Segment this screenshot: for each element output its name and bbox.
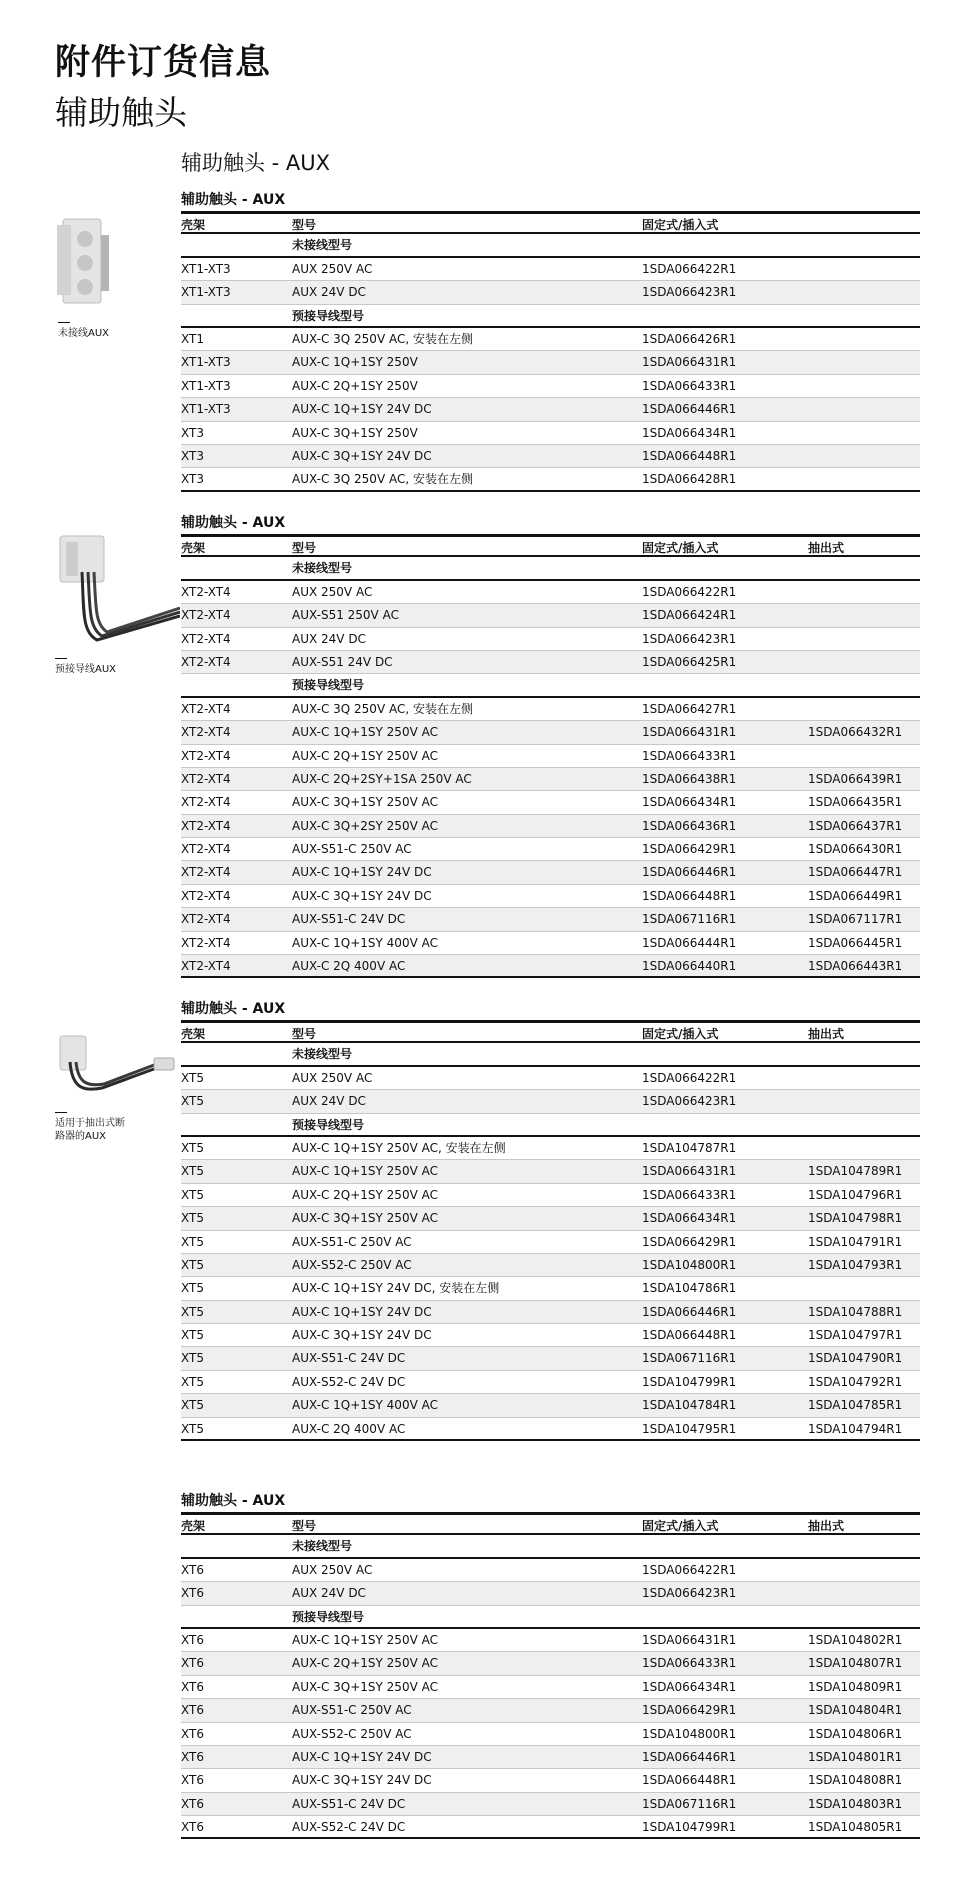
cell-model: AUX-C 3Q 250V AC, 安装在左侧 <box>292 472 473 487</box>
cell-fixed: 1SDA066422R1 <box>642 1562 737 1577</box>
cell-withdrawable: 1SDA066435R1 <box>808 795 903 810</box>
page-subtitle: 辅助触头 <box>55 93 187 132</box>
cell-model: AUX-C 3Q+1SY 24V DC <box>292 1773 432 1788</box>
table-row <box>181 281 920 304</box>
cell-model: AUX-S51 250V AC <box>292 608 399 623</box>
table-subheader-row <box>181 674 920 697</box>
table-subheader-row <box>181 305 920 328</box>
cell-withdrawable: 1SDA066430R1 <box>808 842 903 857</box>
table-row <box>181 258 920 281</box>
table-subheader-row <box>181 557 920 580</box>
figure-caption <box>55 1112 125 1143</box>
cell-fixed: 1SDA067116R1 <box>642 1796 737 1811</box>
cell-frame: XT6 <box>181 1749 204 1764</box>
cell-model: AUX-S51-C 24V DC <box>292 1796 406 1811</box>
cell-frame: XT6 <box>181 1820 204 1835</box>
cell-frame: XT5 <box>181 1257 204 1272</box>
table-row <box>181 1184 920 1207</box>
cell-frame: XT2-XT4 <box>181 608 231 623</box>
cell-withdrawable: 1SDA066449R1 <box>808 888 903 903</box>
cell-model: AUX 250V AC <box>292 261 373 276</box>
header-model: 型号 <box>292 1027 317 1041</box>
cell-withdrawable: 1SDA104793R1 <box>808 1257 903 1272</box>
cell-frame: XT6 <box>181 1632 204 1647</box>
subheader-label: 未接线型号 <box>292 561 353 576</box>
cell-frame: XT1 <box>181 331 204 346</box>
cell-frame: XT6 <box>181 1562 204 1577</box>
cell-model: AUX-S52-C 250V AC <box>292 1257 412 1272</box>
cell-withdrawable: 1SDA066439R1 <box>808 771 903 786</box>
cell-frame: XT5 <box>181 1281 204 1296</box>
cell-fixed: 1SDA066428R1 <box>642 472 737 487</box>
cell-fixed: 1SDA066429R1 <box>642 842 737 857</box>
cell-model: AUX 24V DC <box>292 285 366 300</box>
cell-fixed: 1SDA104786R1 <box>642 1281 737 1296</box>
header-frame: 壳架 <box>181 1027 206 1041</box>
table-row <box>181 885 920 908</box>
cell-model: AUX-S51-C 24V DC <box>292 912 406 927</box>
cell-model: AUX 250V AC <box>292 584 373 599</box>
cell-frame: XT2-XT4 <box>181 818 231 833</box>
cell-frame: XT2-XT4 <box>181 748 231 763</box>
cell-fixed: 1SDA066436R1 <box>642 818 737 833</box>
table-row <box>181 1723 920 1746</box>
table-title: 辅助触头 - AUX <box>181 1493 286 1509</box>
cell-frame: XT2-XT4 <box>181 795 231 810</box>
cell-frame: XT5 <box>181 1351 204 1366</box>
header-model: 型号 <box>292 541 317 555</box>
caption-text: 未接线AUX <box>58 328 110 339</box>
cell-frame: XT2-XT4 <box>181 912 231 927</box>
table-row <box>181 422 920 445</box>
cell-frame: XT5 <box>181 1328 204 1343</box>
header-model: 型号 <box>292 218 317 232</box>
cell-frame: XT2-XT4 <box>181 888 231 903</box>
cell-fixed: 1SDA066429R1 <box>642 1234 737 1249</box>
table-subheader-row <box>181 1535 920 1558</box>
cell-withdrawable: 1SDA104791R1 <box>808 1234 903 1249</box>
subheader-label: 预接导线型号 <box>292 1609 365 1624</box>
cell-model: AUX-S52-C 250V AC <box>292 1726 412 1741</box>
cell-frame: XT6 <box>181 1773 204 1788</box>
cell-fixed: 1SDA066434R1 <box>642 425 737 440</box>
table-row <box>181 1347 920 1370</box>
cell-model: AUX 24V DC <box>292 631 366 646</box>
table-row <box>181 1793 920 1816</box>
cell-withdrawable: 1SDA066445R1 <box>808 935 903 950</box>
header-frame: 壳架 <box>181 218 206 232</box>
table-row <box>181 1137 920 1160</box>
cell-model: AUX-C 1Q+1SY 250V AC <box>292 1164 438 1179</box>
table-header-row <box>181 1512 920 1535</box>
table-row <box>181 1699 920 1722</box>
caption-divider <box>58 322 70 323</box>
cell-frame: XT2-XT4 <box>181 654 231 669</box>
cell-frame: XT5 <box>181 1234 204 1249</box>
table-row <box>181 1277 920 1300</box>
cell-frame: XT2-XT4 <box>181 584 231 599</box>
cell-fixed: 1SDA066446R1 <box>642 1749 737 1764</box>
cell-fixed: 1SDA066440R1 <box>642 959 737 974</box>
header-withdrawable: 抽出式 <box>808 541 845 555</box>
header-frame: 壳架 <box>181 541 206 555</box>
cell-fixed: 1SDA104784R1 <box>642 1398 737 1413</box>
header-fixed: 固定式/插入式 <box>642 1027 719 1041</box>
cell-model: AUX-S51-C 250V AC <box>292 1703 412 1718</box>
table-row <box>181 768 920 791</box>
cell-frame: XT1-XT3 <box>181 378 231 393</box>
table-row <box>181 445 920 468</box>
cell-model: AUX-C 1Q+1SY 24V DC <box>292 402 432 417</box>
cell-withdrawable: 1SDA104804R1 <box>808 1703 903 1718</box>
cell-fixed: 1SDA066433R1 <box>642 1187 737 1202</box>
cell-model: AUX-C 3Q+1SY 250V <box>292 425 418 440</box>
cell-fixed: 1SDA066427R1 <box>642 701 737 716</box>
table-row <box>181 791 920 814</box>
table-row <box>181 1746 920 1769</box>
caption-divider <box>55 1112 67 1113</box>
cell-fixed: 1SDA067116R1 <box>642 912 737 927</box>
cell-model: AUX-C 1Q+1SY 400V AC <box>292 935 438 950</box>
cell-model: AUX-C 3Q+1SY 250V AC <box>292 1211 438 1226</box>
table-row <box>181 1769 920 1792</box>
table-header-row <box>181 534 920 557</box>
cell-model: AUX-C 1Q+1SY 24V DC <box>292 865 432 880</box>
cell-model: AUX-C 1Q+1SY 400V AC <box>292 1398 438 1413</box>
cell-frame: XT6 <box>181 1586 204 1601</box>
cell-model: AUX-C 1Q+1SY 250V <box>292 355 418 370</box>
cell-frame: XT6 <box>181 1703 204 1718</box>
cell-model: AUX-C 2Q+2SY+1SA 250V AC <box>292 771 472 786</box>
table-row <box>181 1394 920 1417</box>
cell-fixed: 1SDA066446R1 <box>642 402 737 417</box>
cell-fixed: 1SDA066446R1 <box>642 865 737 880</box>
cell-frame: XT5 <box>181 1070 204 1085</box>
cell-withdrawable: 1SDA104797R1 <box>808 1328 903 1343</box>
table-row <box>181 375 920 398</box>
cell-model: AUX-C 1Q+1SY 250V AC <box>292 1632 438 1647</box>
table-row <box>181 1582 920 1605</box>
cell-frame: XT1-XT3 <box>181 261 231 276</box>
cell-fixed: 1SDA066433R1 <box>642 378 737 393</box>
cell-model: AUX-S52-C 24V DC <box>292 1374 406 1389</box>
cell-frame: XT3 <box>181 448 204 463</box>
cell-model: AUX-C 1Q+1SY 250V AC, 安装在左侧 <box>292 1140 506 1155</box>
cell-fixed: 1SDA066444R1 <box>642 935 737 950</box>
cell-fixed: 1SDA066438R1 <box>642 771 737 786</box>
table-title: 辅助触头 - AUX <box>181 515 286 531</box>
cell-model: AUX 250V AC <box>292 1562 373 1577</box>
cell-fixed: 1SDA104795R1 <box>642 1421 737 1436</box>
cell-withdrawable: 1SDA104808R1 <box>808 1773 903 1788</box>
cell-withdrawable: 1SDA104796R1 <box>808 1187 903 1202</box>
cell-withdrawable: 1SDA104798R1 <box>808 1211 903 1226</box>
cell-frame: XT2-XT4 <box>181 935 231 950</box>
cell-model: AUX 24V DC <box>292 1586 366 1601</box>
cell-frame: XT2-XT4 <box>181 725 231 740</box>
cell-frame: XT2-XT4 <box>181 865 231 880</box>
cell-model: AUX-S51-C 24V DC <box>292 1351 406 1366</box>
cell-frame: XT5 <box>181 1398 204 1413</box>
table-row <box>181 838 920 861</box>
table-row <box>181 328 920 351</box>
cell-model: AUX-C 3Q+1SY 24V DC <box>292 888 432 903</box>
header-withdrawable: 抽出式 <box>808 1027 845 1041</box>
cell-model: AUX-C 2Q 400V AC <box>292 1421 406 1436</box>
cell-withdrawable: 1SDA067117R1 <box>808 912 903 927</box>
cell-model: AUX-C 1Q+1SY 250V AC <box>292 725 438 740</box>
cell-model: AUX-C 1Q+1SY 24V DC <box>292 1749 432 1764</box>
cell-model: AUX-C 3Q 250V AC, 安装在左侧 <box>292 331 473 346</box>
table-row <box>181 1301 920 1324</box>
cell-frame: XT5 <box>181 1374 204 1389</box>
cell-fixed: 1SDA066425R1 <box>642 654 737 669</box>
table-header-row <box>181 1020 920 1043</box>
table-row <box>181 932 920 955</box>
cell-withdrawable: 1SDA066432R1 <box>808 725 903 740</box>
cell-fixed: 1SDA066431R1 <box>642 1164 737 1179</box>
caption-text-line1: 适用于抽出式断 <box>55 1118 125 1129</box>
subheader-label: 预接导线型号 <box>292 308 365 323</box>
cell-withdrawable: 1SDA104785R1 <box>808 1398 903 1413</box>
cell-model: AUX-C 3Q 250V AC, 安装在左侧 <box>292 701 473 716</box>
header-fixed: 固定式/插入式 <box>642 541 719 555</box>
cell-frame: XT3 <box>181 425 204 440</box>
cell-fixed: 1SDA066434R1 <box>642 1211 737 1226</box>
cell-fixed: 1SDA066434R1 <box>642 795 737 810</box>
cell-frame: XT2-XT4 <box>181 959 231 974</box>
table-row <box>181 1652 920 1675</box>
aux-order-table <box>181 512 920 978</box>
subheader-label: 未接线型号 <box>292 1047 353 1062</box>
cell-fixed: 1SDA104800R1 <box>642 1726 737 1741</box>
cell-frame: XT2-XT4 <box>181 701 231 716</box>
cell-fixed: 1SDA066446R1 <box>642 1304 737 1319</box>
header-withdrawable: 抽出式 <box>808 1519 845 1533</box>
cell-frame: XT6 <box>181 1726 204 1741</box>
table-row <box>181 628 920 651</box>
cell-model: AUX-C 3Q+1SY 24V DC <box>292 448 432 463</box>
aux-order-table <box>181 1490 920 1839</box>
cell-model: AUX-C 1Q+1SY 24V DC, 安装在左侧 <box>292 1281 500 1296</box>
cell-fixed: 1SDA066424R1 <box>642 608 737 623</box>
cell-frame: XT6 <box>181 1679 204 1694</box>
cell-model: AUX-S51-C 250V AC <box>292 1234 412 1249</box>
aux-prewired-image <box>52 532 180 650</box>
header-fixed: 固定式/插入式 <box>642 1519 719 1533</box>
cell-withdrawable: 1SDA104802R1 <box>808 1632 903 1647</box>
section-title: 辅助触头 - AUX <box>181 151 331 175</box>
cell-model: AUX-S52-C 24V DC <box>292 1820 406 1835</box>
cell-fixed: 1SDA066423R1 <box>642 631 737 646</box>
cell-model: AUX-S51-C 250V AC <box>292 842 412 857</box>
subheader-label: 未接线型号 <box>292 238 353 253</box>
cell-frame: XT5 <box>181 1421 204 1436</box>
cell-fixed: 1SDA066448R1 <box>642 1773 737 1788</box>
table-row <box>181 1067 920 1090</box>
cell-model: AUX-C 2Q+1SY 250V AC <box>292 1187 438 1202</box>
header-fixed: 固定式/插入式 <box>642 218 719 232</box>
cell-model: AUX-C 3Q+2SY 250V AC <box>292 818 438 833</box>
cell-frame: XT6 <box>181 1796 204 1811</box>
figure-caption <box>55 658 116 676</box>
table-row <box>181 581 920 604</box>
cell-model: AUX-C 3Q+1SY 24V DC <box>292 1328 432 1343</box>
cell-fixed: 1SDA066423R1 <box>642 285 737 300</box>
cell-fixed: 1SDA066434R1 <box>642 1679 737 1694</box>
cell-withdrawable: 1SDA104809R1 <box>808 1679 903 1694</box>
cell-frame: XT5 <box>181 1140 204 1155</box>
cell-withdrawable: 1SDA104806R1 <box>808 1726 903 1741</box>
table-row <box>181 1207 920 1230</box>
cell-fixed: 1SDA104787R1 <box>642 1140 737 1155</box>
cell-model: AUX-C 1Q+1SY 24V DC <box>292 1304 432 1319</box>
table-row <box>181 955 920 978</box>
table-row <box>181 815 920 838</box>
cell-fixed: 1SDA066422R1 <box>642 1070 737 1085</box>
table-subheader-row <box>181 1043 920 1066</box>
cell-fixed: 1SDA066433R1 <box>642 1656 737 1671</box>
aux-order-table <box>181 998 920 1441</box>
cell-withdrawable: 1SDA104807R1 <box>808 1656 903 1671</box>
figure-caption <box>58 322 109 340</box>
cell-model: AUX-C 2Q+1SY 250V <box>292 378 418 393</box>
aux-unwired-image <box>55 215 113 310</box>
table-row <box>181 1324 920 1347</box>
subheader-label: 预接导线型号 <box>292 1117 365 1132</box>
cell-withdrawable: 1SDA104803R1 <box>808 1796 903 1811</box>
table-title: 辅助触头 - AUX <box>181 1001 286 1017</box>
cell-fixed: 1SDA067116R1 <box>642 1351 737 1366</box>
cell-frame: XT1-XT3 <box>181 285 231 300</box>
subheader-label: 未接线型号 <box>292 1539 353 1554</box>
cell-model: AUX 24V DC <box>292 1094 366 1109</box>
cell-frame: XT2-XT4 <box>181 842 231 857</box>
cell-withdrawable: 1SDA066437R1 <box>808 818 903 833</box>
cell-fixed: 1SDA066431R1 <box>642 355 737 370</box>
table-row <box>181 604 920 627</box>
cell-fixed: 1SDA066448R1 <box>642 888 737 903</box>
cell-fixed: 1SDA104800R1 <box>642 1257 737 1272</box>
cell-model: AUX-C 2Q+1SY 250V AC <box>292 1656 438 1671</box>
cell-withdrawable: 1SDA104794R1 <box>808 1421 903 1436</box>
cell-frame: XT2-XT4 <box>181 631 231 646</box>
cell-fixed: 1SDA066433R1 <box>642 748 737 763</box>
caption-divider <box>55 658 67 659</box>
cell-frame: XT1-XT3 <box>181 355 231 370</box>
table-row <box>181 651 920 674</box>
cell-fixed: 1SDA104799R1 <box>642 1820 737 1835</box>
page-title: 附件订货信息 <box>55 43 272 83</box>
cell-model: AUX-C 2Q+1SY 250V AC <box>292 748 438 763</box>
table-row <box>181 1816 920 1839</box>
table-row <box>181 1090 920 1113</box>
cell-frame: XT5 <box>181 1211 204 1226</box>
cell-frame: XT5 <box>181 1164 204 1179</box>
cell-withdrawable: 1SDA104805R1 <box>808 1820 903 1835</box>
table-row <box>181 1231 920 1254</box>
cell-withdrawable: 1SDA104790R1 <box>808 1351 903 1366</box>
cell-fixed: 1SDA066426R1 <box>642 331 737 346</box>
cell-withdrawable: 1SDA104789R1 <box>808 1164 903 1179</box>
cell-model: AUX-S51 24V DC <box>292 654 393 669</box>
aux-order-table <box>181 189 920 492</box>
table-row <box>181 745 920 768</box>
cell-withdrawable: 1SDA104801R1 <box>808 1749 903 1764</box>
cell-withdrawable: 1SDA066447R1 <box>808 865 903 880</box>
cell-fixed: 1SDA066431R1 <box>642 725 737 740</box>
table-subheader-row <box>181 1606 920 1629</box>
cell-frame: XT5 <box>181 1187 204 1202</box>
cell-fixed: 1SDA066429R1 <box>642 1703 737 1718</box>
cell-frame: XT3 <box>181 472 204 487</box>
table-row <box>181 861 920 884</box>
table-subheader-row <box>181 1114 920 1137</box>
table-row <box>181 398 920 421</box>
table-row <box>181 351 920 374</box>
subheader-label: 预接导线型号 <box>292 678 365 693</box>
cell-frame: XT1-XT3 <box>181 402 231 417</box>
cell-fixed: 1SDA066448R1 <box>642 448 737 463</box>
cell-model: AUX-C 2Q 400V AC <box>292 959 406 974</box>
table-row <box>181 721 920 744</box>
table-row <box>181 468 920 491</box>
cell-withdrawable: 1SDA066443R1 <box>808 959 903 974</box>
cell-frame: XT5 <box>181 1094 204 1109</box>
cell-fixed: 1SDA066423R1 <box>642 1094 737 1109</box>
table-row <box>181 1418 920 1441</box>
cell-model: AUX-C 3Q+1SY 250V AC <box>292 1679 438 1694</box>
cell-fixed: 1SDA066423R1 <box>642 1586 737 1601</box>
cell-model: AUX-C 3Q+1SY 250V AC <box>292 795 438 810</box>
cell-fixed: 1SDA066422R1 <box>642 261 737 276</box>
cell-fixed: 1SDA066448R1 <box>642 1328 737 1343</box>
table-header-row <box>181 211 920 234</box>
table-row <box>181 1559 920 1582</box>
header-model: 型号 <box>292 1519 317 1533</box>
cell-fixed: 1SDA104799R1 <box>642 1374 737 1389</box>
table-row <box>181 1254 920 1277</box>
table-row <box>181 1160 920 1183</box>
cell-frame: XT5 <box>181 1304 204 1319</box>
aux-withdrawable-image <box>52 1032 180 1100</box>
cell-model: AUX 250V AC <box>292 1070 373 1085</box>
cell-withdrawable: 1SDA104788R1 <box>808 1304 903 1319</box>
caption-text: 预接导线AUX <box>55 664 117 675</box>
table-row <box>181 698 920 721</box>
header-frame: 壳架 <box>181 1519 206 1533</box>
table-subheader-row <box>181 234 920 257</box>
table-title: 辅助触头 - AUX <box>181 192 286 208</box>
cell-frame: XT6 <box>181 1656 204 1671</box>
cell-withdrawable: 1SDA104792R1 <box>808 1374 903 1389</box>
table-row <box>181 1629 920 1652</box>
table-row <box>181 908 920 931</box>
cell-fixed: 1SDA066431R1 <box>642 1632 737 1647</box>
caption-text-line2: 路器的AUX <box>55 1131 107 1142</box>
table-row <box>181 1371 920 1394</box>
cell-fixed: 1SDA066422R1 <box>642 584 737 599</box>
table-row <box>181 1676 920 1699</box>
cell-frame: XT2-XT4 <box>181 771 231 786</box>
